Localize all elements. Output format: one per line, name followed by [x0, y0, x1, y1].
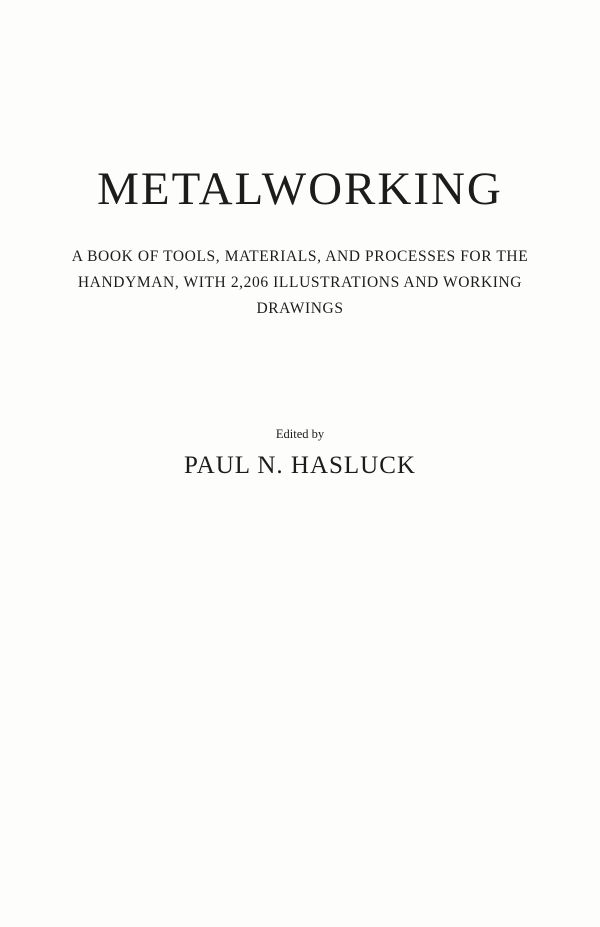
- subtitle-line: DRAWINGS: [256, 300, 344, 317]
- author-name: PAUL N. HASLUCK: [184, 452, 416, 479]
- book-title: METALWORKING: [97, 163, 503, 215]
- edited-by-label: Edited by: [275, 427, 325, 441]
- book-subtitle: [30, 244, 570, 322]
- subtitle-line: HANDYMAN, WITH 2,206 ILLUSTRATIONS AND WORKING: [77, 274, 523, 291]
- subtitle-line: A BOOK OF TOOLS, MATERIALS, AND PROCESSES FOR THE: [71, 248, 529, 265]
